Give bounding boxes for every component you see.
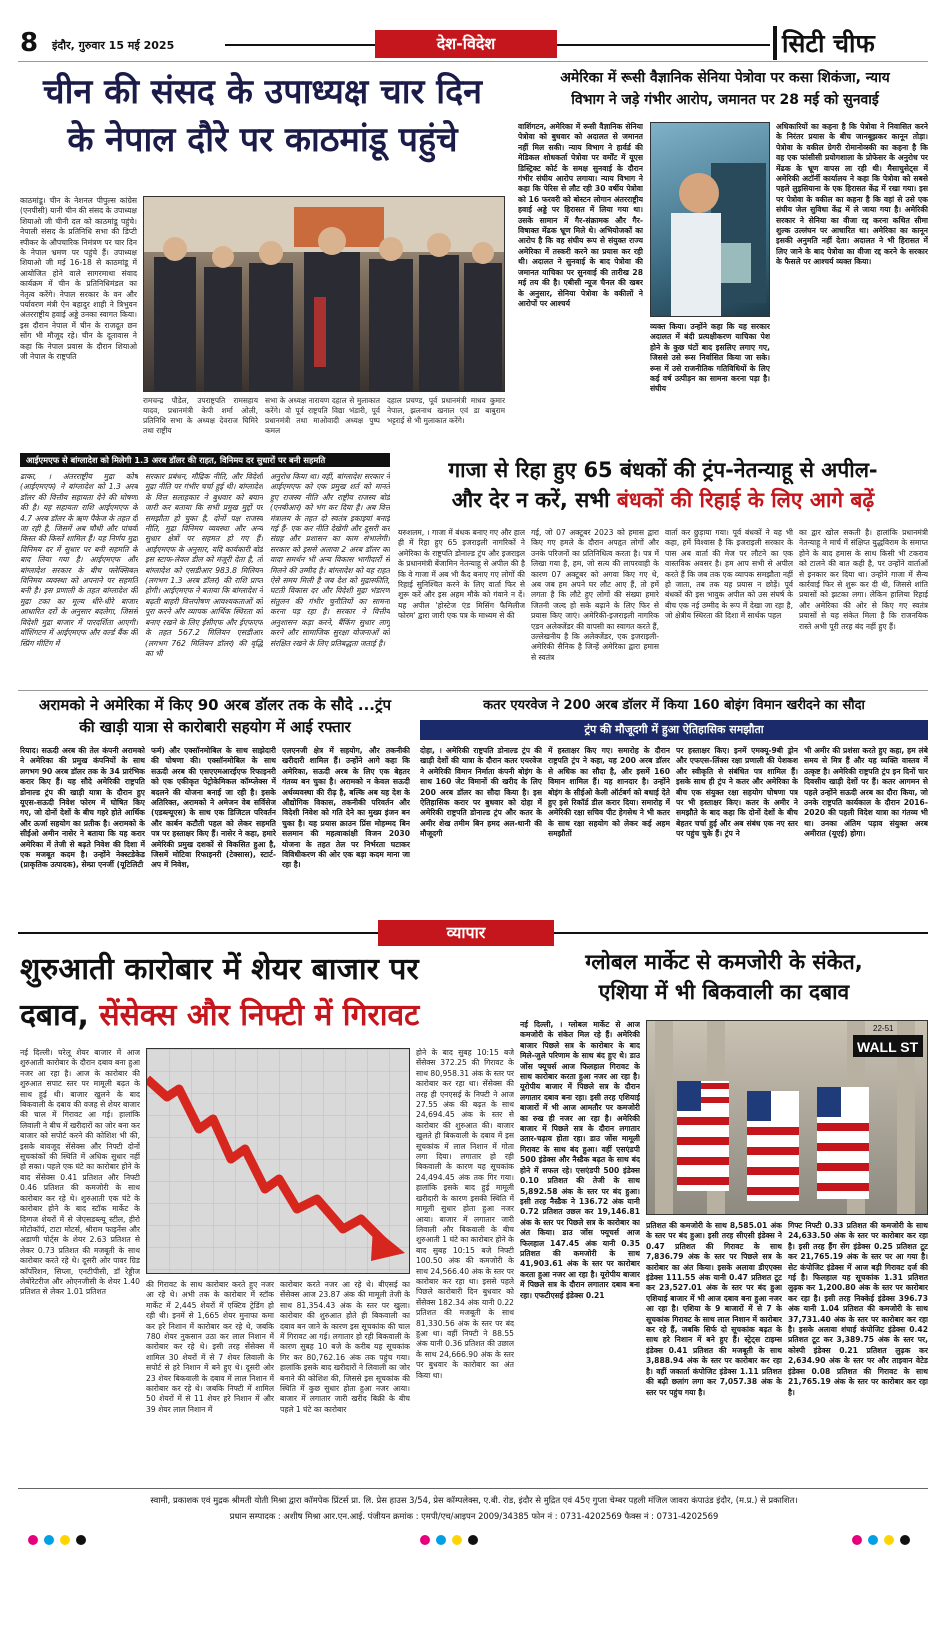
gaza-headline-2b: बंधकों की रिहाई के लिए आगे बढ़ें xyxy=(616,488,875,512)
aramco-col-1: रियाद। सऊदी अरब की तेल कंपनी अरामको ने अमेरिका की प्रमुख कंपनियों के साथ लगभग 90 अरब डॉलर तक के 34 प्रारंभिक करार किए हैं। यह सौदे अमेरिकी राष्ट्रपति डोनाल्ड ट्रंप की खाड़ी यात्रा के दौरान हुए यूएस-सऊदी निवेश फोरम में घोषित किए गए, जो दोनों देशों के बीच गहरे होते आर्थिक और ऊर्जा सहयोग का प्रतीक है। अरामको के सीईओ अमीन नासेर ने बताया कि यह करार अमेरिका में तेजी से बढ़ते निवेश की दिशा में एक मजबूत कदम है। उन्होंने नेक्स्टडेकेड (प्राकृतिक उत्पादक), सेम्प्रा एनर्जी (यूटिलिटी xyxy=(20,746,145,870)
sensex-headline-2b: सेंसेक्स और निफ्टी में गिरावट xyxy=(99,998,420,1033)
sensex-headline-1: शुरुआती कारोबार में शेयर बाजार पर xyxy=(20,952,419,987)
russian-headline-1: अमेरिका में रूसी वैज्ञानिक सेनिया पेत्रोवा पर कसा शिकंजा, न्याय xyxy=(560,70,890,86)
mid-divider-1 xyxy=(18,690,928,691)
global-headline-2: एशिया में भी बिकवाली का दबाव xyxy=(598,980,850,1004)
business-rule-right xyxy=(554,932,928,934)
gaza-col-2: गई, जो 07 अक्टूबर 2023 को हमास द्वारा किए गए हमले के दौरान अपहृत लोगों और उनके परिजनों का प्रतिनिधित्व करता है। पत्र में लिखा गया है, हम, जो सत्य की लापरवाही के कारण 07 अक्टूबर को अगवा किए गए थे, अब जब हम अपने घर लौट आए हैं, तो हमें लगता है कि लौटे हुए लोगों की संख्या हमारे जितनी जल्द हो सके बढ़ाने के लिए फिर से प्रयास किए जाएं। अमेरिकी-इजराइली नागरिक एडन अलेक्जेंडर की वापसी का स्वागत करते हैं, उल्लेखनीय है कि अलेक्जेंडर, एक इजराइली-अमेरिकी सैनिक है जिन्हें अमेरिका द्वारा हमास से स्वतंत्र xyxy=(531,528,659,662)
reg-dot xyxy=(452,1535,462,1545)
reg-dot xyxy=(76,1535,86,1545)
reg-dot xyxy=(868,1535,878,1545)
global-col-1: नई दिल्ली, । ग्लोबल मार्केट से आज कमजोरी के संकेत मिल रहे हैं। अमेरिकी बाजार पिछले सत्र के कारोबार के बाद मिले-जुले परिणाम के साथ बंद हुए थे। डाउ जोंस फ्यूचर्स आज फिलहाल गिरावट के साथ कारोबार करता हुआ नजर आ रहा है। यूरोपीय बाजार में पिछले सत्र के दौरान लगातार दबाव बना रहा। इसी तरह एशियाई बाजारों में भी आज आमतौर पर कमजोरी का रुख ही नजर आ रहा है। अमेरिकी बाजार में पिछले सत्र के दौरान लगातार उतार-चढ़ाव होता रहा। डाउ जोंस मामूली गिरावट के साथ बंद हुआ। वहीं एसएंडपी 500 इंडेक्स और नैस्डैक बढ़त के साथ बंद होने में सफल रहे। एसएंडपी 500 इंडेक्स 0.10 प्रतिशत की तेजी के साथ 5,892.58 अंक के स्तर पर बंद हुआ। इसी तरह नैस्डैक ने 136.72 अंक यानी 0.72 प्रतिशत उछल कर 19,146.81 अंक के स्तर पर पिछले सत्र के कारोबार का अंत किया। डाउ जोंस फ्यूचर्स आज फिलहाल 147.45 अंक यानी 0.35 प्रतिशत की कमजोरी के साथ 41,903.61 अंक के स्तर पर कारोबार करता हुआ नजर आ रहा है। यूरोपीय बाजार में पिछले सत्र के दौरान लगातार दबाव बना रहा। एफटीएसई इंडेक्स 0.21 xyxy=(520,1020,640,1300)
qatar-headline: कतर एयरवेज ने 200 अरब डॉलर में किया 160 बोइंग विमान खरीदने का सौदा xyxy=(483,698,865,713)
russian-col-2: व्यक्त किया। उन्होंने कहा कि यह सरकार अदालत में बंदी प्रत्यक्षीकरण याचिका पेश होने के कुछ घंटों बाद इसलिए लगाए गए, जिससे उसे रूस निर्वासित किया जा सके। रूस में उसे राजनीतिक गतिविधियों के लिए कई वर्ष उत्पीड़न का सामना करना पड़ा है। संघीय xyxy=(650,322,770,394)
nepal-caption-1: रामचन्द्र पौडेल, उपराष्ट्रपति रामसहाय यादव, प्रधानमंत्री केपी शर्मा ओली, प्रतिनिधि सभा के अध्यक्ष देवराज घिमिरे तथा राष्ट्रीय xyxy=(143,396,258,435)
imf-col-2: सरकार प्रबंधन, मौद्रिक नीति, और विदेशी मुद्रा नीति पर गंभीर चर्चा हुई थी। बांग्लादेश के वित्त सलाहकार ने बुधवार को बयान जारी कर बताया कि सभी प्रमुख मुद्दों पर समझौता हो चुका है, दोनों पक्ष राजस्व नीति, मुद्रा विनिमय व्यवस्था और अन्य सुधार क्षेत्रों पर सहमत हो गए हैं। आईएमएफ के अनुसार, यदि कार्यकारी बोर्ड इस स्टाफ-लेवल डील को मंजूरी देता है, तो बांग्लादेश को एसडीआर 983.8 मिलियन (लगभग 1.3 अरब डॉलर) की राशि प्राप्त होगी। आईएमएफ ने बताया कि बांग्लादेश ने बढ़ती बाहरी वित्तपोषण आवश्यकताओं को पूरा करने और व्यापक आर्थिक स्थिरता को बनाए रखने के लिए ईसीएफ और ईएफएफ के तहत 567.2 मिलियन एसडीआर (लगभग 762 मिलियन डॉलर) की वृद्धि का भी xyxy=(145,472,263,658)
qatar-col-2: में हस्ताक्षर किए गए। समारोह के दौरान राष्ट्रपति ट्रंप ने कहा, यह 200 अरब डॉलर से अधिक का सौदा है, और इसमें 160 विमान शामिल हैं। यह शानदार है। उन्होंने बोइंग के सीईओ केली ऑर्टबर्ग को बधाई देते हुए इसे रिकॉर्ड डील करार दिया। समारोह में अमेरिकी रक्षा सचिव पीट हेगसेथ ने भी कतर के साथ रक्षा सहयोग को लेकर कई अहम समझौतों xyxy=(548,746,670,839)
sensex-col-1: नई दिल्ली। घरेलू शेयर बाजार में आज शुरुआती कारोबार के दौरान दबाव बना हुआ नजर आ रहा है। आज के कारोबार की शुरुआत सपाट स्तर पर मामूली बढ़त के साथ हुई थी। बाजार खुलने के बाद बिकवाली के दबाव की वजह से शेयर बाजार की चाल में गिरावट आ गई। हालांकि लिवाली ने बीच में खरीदारों का जोर बना कर बाजार को सपोर्ट करने की कोशिश भी की, इसके बावजूद सेंसेक्स और निफ्टी दोनों सूचकांकों की स्थिति में अधिक सुधार नहीं हो सका। पहले एक घंटे का कारोबार होने के बाद सेंसेक्स 0.41 प्रतिशत और निफ्टी 0.46 प्रतिशत की कमजोरी के साथ कारोबार कर रहे थे। शुरुआती एक घंटे के कारोबार होने के बाद स्टॉक मार्केट के दिग्गज शेयरों में से जेएसडब्ल्यू स्टील, हीरो मोटोकॉर्प, टाटा मोटर्स, श्रीराम फाइनेंस और अडाणी पोर्ट्स के शेयर 2.63 प्रतिशत से लेकर 0.73 प्रतिशत की मजबूती के साथ कारोबार करते रहे थे। दूसरी ओर पावर ग्रिड कॉर्पोरेशन, सिप्ला, एनटीपीसी, डॉ रेड्डीज लेबोरेटरीज और ओएनजीसी के शेयर 1.40 प्रतिशत से लेकर 1.01 प्रतिशत xyxy=(20,1048,140,1297)
russian-photo-art xyxy=(651,123,770,317)
sensex-headline-2 xyxy=(20,998,510,1035)
gaza-col-3: वार्ता कर छुड़ाया गया। पूर्व बंधकों ने यह भी कहा, हमें विश्वास है कि इजराइली सरकार के पास अब वार्ता की मेज पर लौटने का एक वास्तविक अवसर है। हम आप सभी से अपील करते हैं कि जब तक एक व्यापक समझौता नहीं हो जाता, तब तक यह प्रयास न छोड़ें। पूर्व बंधकों की इस भावुक अपील को उस संघर्ष के बीच एक नई उम्मीद के रूप में देखा जा रहा है, जो क्षेत्रीय स्थिरता की दिशा में सार्थक पहल xyxy=(665,528,793,621)
registration-marks-left xyxy=(28,1535,86,1545)
nepal-caption-3: दहाल प्रचण्ड, पूर्व प्रधानमंत्री माधव कुमार नेपाल, झलनाथ खनाल एवं डा बाबुराम भट्टराई से भी मुलाकात करेंगे। xyxy=(387,396,505,425)
sensex-col-4: होने के बाद सुबह 10:15 बजे सेंसेक्स 372.25 की गिरावट के साथ 80,958.31 अंक के स्तर पर कारोबार कर रहा था। सेंसेक्स की तरह ही एनएसई के निफ्टी ने आज 27.55 अंक की बढ़त के साथ 24,694.45 अंक के स्तर से कारोबार की शुरुआत की। बाजार खुलते ही बिकवाली के दबाव में इस सूचकांक में लाल निशान में गोता लगा दिया। लगातार हो रही बिकवाली के कारण यह सूचकांक 24,494.45 अंक तक गिर गया। हालांकि इसके बाद हुई मामूली खरीदारी के कारण इसकी स्थिति में मामूली सुधार होता हुआ नजर आया। बाजार में लगातार जारी लिवाली और बिकवाली के बीच शुरुआती 1 घंटे का कारोबार होने के बाद सुबह 10:15 बजे निफ्टी 100.50 अंक की कमजोरी के साथ 24,566.40 अंक के स्तर पर कारोबार कर रहा था। इससे पहले पिछले कारोबारी दिन बुधवार को सेंसेक्स 182.34 अंक यानी 0.22 प्रतिशत की मजबूती के साथ 81,330.56 अंक के स्तर पर बंद हुआ था। वहीं निफ्टी ने 88.55 अंक यानी 0.36 प्रतिशत की उछाल के साथ 24,666.90 अंक के स्तर पर बुधवार के कारोबार का अंत किया था। xyxy=(416,1048,514,1380)
reg-dot xyxy=(420,1535,430,1545)
reg-dot xyxy=(468,1535,478,1545)
aramco-col-2: फर्म) और एक्सॉनमोबिल के साथ साझेदारी की घोषणा की। एक्सॉनमोबिल के साथ सऊदी अरब की एसएएमआरईएफ रिफाइनरी को एक एकीकृत पेट्रोकेमिकल कॉम्प्लेक्स में बदलने की योजना बनाई जा रही है। इसके अतिरिक्त, अरामको ने अमेजन वेब सर्विसेज (एडब्ल्यूएस) के साथ एक डिजिटल परिवर्तन और कार्बन कटौती पहल को लेकर सहमति पत्र पर हस्ताक्षर किए हैं। नासेर ने कहा, हमारे अमेरिकी प्रमुख दशकों से विकसित हुआ है, जिसमें मोटिवा रिफाइनरी (टेक्सास), स्टार्ट-अप में निवेश, xyxy=(151,746,276,870)
gaza-headline-2a: और देर न करें, सभी xyxy=(451,488,617,512)
reg-dot xyxy=(884,1535,894,1545)
gaza-headline-2 xyxy=(398,488,928,514)
global-headline-1: ग्लोबल मार्केट से कमजोरी के संकेत, xyxy=(585,950,863,974)
sensex-chart-photo xyxy=(146,1048,410,1274)
wallst-sign-text: WALL ST xyxy=(857,1039,919,1055)
registration-marks-mid xyxy=(420,1535,478,1545)
gaza-col-1: यरुशलम, । गाजा में बंधक बनाए गए और हाल ही में रिहा हुए 65 इजराइली नागरिकों ने अमेरिका के राष्ट्रपति डोनाल्ड ट्रंप और इजराइल के प्रधानमंत्री बेंजामिन नेतन्याहू से अपील की है कि वे गाजा में अब भी कैद बनाए गए लोगों की रिहाई सुनिश्चित करने के लिए वार्ता फिर से शुरू करें और इस अहम मौके को गंवाने न दें। यह अपील 'होस्टेज एंड मिसिंग फैमिलीज फोरम' द्वारा जारी एक पत्र के माध्यम से की xyxy=(398,528,525,621)
registration-marks-right xyxy=(852,1535,910,1545)
dateline: इंदौर, गुरुवार 15 मई 2025 xyxy=(52,39,175,52)
reg-dot xyxy=(900,1535,910,1545)
russian-headline-2: विभाग ने जड़े गंभीर आरोप, जमानत पर 28 मई को सुनवाई xyxy=(571,92,879,108)
wallst-sign-small: 22-51 xyxy=(873,1024,894,1033)
sensex-col-2: की गिरावट के साथ कारोबार करते हुए नजर आ रहे थे। अभी तक के कारोबार में स्टॉक मार्केट में 2,445 शेयरों में एक्टिव ट्रेडिंग हो रही थी। इनमें से 1,665 शेयर मुनाफा कमा कर हरे निशान में कारोबार कर रहे थे, जबकि 780 शेयर नुकसान उठा कर लाल निशान में कारोबार कर रहे थे। इसी तरह सेंसेक्स में शामिल 30 शेयरों में से 7 शेयर लिवाली के सपोर्ट से हरे निशान में बने हुए थे। दूसरी ओर 23 शेयर बिकवाली के दबाव में लाल निशान में कारोबार कर रहे थे। जबकि निफ्टी में शामिल 50 शेयरों में से 11 शेयर हरे निशान में और 39 शेयर लाल निशान में xyxy=(146,1280,274,1414)
nepal-headline-2: के नेपाल दौरे पर काठमांडू पहुंचे xyxy=(67,120,458,160)
nepal-photo-art xyxy=(144,197,505,392)
qatar-col-3: पर हस्ताक्षर किए। इनमें एमक्यू-9बी ड्रोन और एफएस-लिंक्स रक्षा प्रणाली की पेशकश और स्वीकृति से संबंधित पत्र शामिल हैं। इसके साथ ही ट्रंप ने कतर और अमेरिका के बीच एक संयुक्त रक्षा सहयोग घोषणा पत्र पर भी हस्ताक्षर किए। कतर के अमीर ने समझौते के बाद कहा कि दोनों देशों के बीच बेहतर चर्चा हुई और अब संबंध एक नए स्तर पर पहुंच चुके हैं। ट्रंप ने xyxy=(676,746,798,839)
russian-col-3: अधिकारियों का कहना है कि पेत्रोवा ने निवासित करने के निरंतर प्रयास के बीच जानबूझकर कानून तोड़ा। पेत्रोवा के वकील ग्रेगरी रोमानोव्स्की का कहना है कि वह एक फांसीसी प्रयोगशाला के प्रोफेसर के अनुरोध पर मेंढक के भ्रूण वापस ला रही थी। मैसाचुसेट्स में अमेरिकी अटॉर्नी कार्यालय ने कहा कि पेत्रोवा को सबसे पहले लुइसियाना के एक हिरासत केंद्र में रखा गया। इस पर पेत्रोवा के वकील का कहना है कि वहां से उसे एक संघीय जेल सुविधा केंद्र में ले जाया गया है। अमेरिकी सरकार ने सेनिया का वीजा रद्द करना कथित सीमा शुल्क उल्लंघन पर आधारित था। अमेरिका का कानून इसकी अनुमति नहीं देता। अदालत ने भी हिरासत में लिए जाने के बाद पेत्रोवा का वीजा रद्द करने के सरकार के फैसले पर आश्चर्य व्यक्त किया। xyxy=(776,122,928,267)
gaza-col-4: का द्वार खोल सकती है। हालांकि प्रधानमंत्री नेतन्याहू ने मार्च में संक्षिप्त युद्धविराम के समाप्त होने के बाद हमास के साथ किसी भी टकराव को टालने की बात कही है, पर उन्होंने वार्ताओं से इनकार कर दिया था। उन्होंने गाजा में सैन्य कार्रवाई फिर से शुरू कर दी थी, जिससे शांति प्रयासों को झटका लगा। लेकिन हालिया रिहाई और अमेरिका की ओर से किए गए स्वतंत्र प्रयासों से यह संकेत मिला है कि राजनयिक रास्ते अभी पूरी तरह बंद नहीं हुए हैं। xyxy=(799,528,928,631)
imf-banner: आईएमएफ से बांग्लादेश को मिलेगी 1.3 अरब डॉलर की राहत, विनिमय दर सुधारों पर बनी सहमति xyxy=(20,453,390,467)
russian-photo xyxy=(650,122,770,317)
qatar-col-1: दोहा, । अमेरिकी राष्ट्रपति डोनाल्ड ट्रंप की खाड़ी देशों की यात्रा के दौरान कतर एयरवेज ने अमेरिकी विमान निर्माता कंपनी बोइंग के साथ 160 जेट विमानों की खरीद के लिए 200 अरब डॉलर का सौदा किया है। इस ऐतिहासिक करार पर बुधवार को दोहा में अमेरिकी राष्ट्रपति डोनाल्ड ट्रंप और कतर के अमीर शेख तमीम बिन हमद अल-थानी की मौजूदगी xyxy=(420,746,542,839)
nepal-caption-2: सभा के अध्यक्ष नारायण दहाल से मुलाकात करेंगे। वो पूर्व राष्ट्रपति विद्या भंडारी, पूर्व प्रधानमंत्री तथा माओवादी अध्यक्ष पुष्प कमल xyxy=(265,396,380,435)
business-rule-left xyxy=(18,932,378,934)
qatar-subhead: ट्रंप की मौजूदगी में हुआ ऐतिहासिक समझौता xyxy=(420,720,928,740)
masthead-rule-left xyxy=(225,44,375,46)
sensex-col-3: कारोबार करते नजर आ रहे थे। बीएसई का सेंसेक्स आज 23.87 अंक की मामूली तेजी के साथ 81,354.43 अंक के स्तर पर खुला। कारोबार की शुरुआत होते ही बिकवाली का दबाव बन जाने के कारण इस सूचकांक की चाल में गिरावट आ गई। लगातार हो रही बिकवाली के कारण सुबह 10 बजे के करीब यह सूचकांक गिर कर 80,762.16 अंक तक पहुंच गया। हालांकि इसके बाद खरीदारों ने लिवाली का जोर बनाने की कोशिश की, जिससे इस सूचकांक की स्थिति में कुछ सुधार होता हुआ नजर आया। बाजार में लगातार जारी खरीद बिक्री के बीच पहले 1 घंटे का कारोबार xyxy=(280,1280,410,1414)
reg-dot xyxy=(44,1535,54,1545)
wallst-photo xyxy=(646,1020,928,1215)
nepal-photo xyxy=(143,196,505,392)
gaza-headline-1: गाजा से रिहा हुए 65 बंधकों की ट्रंप-नेतन्याहू से अपील- xyxy=(448,458,878,482)
masthead-underline xyxy=(18,61,928,62)
aramco-col-3: एलएनजी क्षेत्र में सहयोग, और तकनीकी खरीदारी शामिल हैं। उन्होंने आगे कहा कि अमेरिका, सऊदी अरब के लिए एक बेहतर गंतव्य बन चुका है। अरामको न केवल सऊदी अर्थव्यवस्था की रीढ़ है, बल्कि अब यह देश के औद्योगिक विकास, तकनीकी परिवर्तन और विदेशी निवेश को गति देने का मुख्य इंजन बन चुका है। यह प्रयास क्राउन प्रिंस मोहम्मद बिन सलमान की महत्वाकांक्षी विजन 2030 योजना के तहत तेल पर निर्भरता घटाकर विविधीकरण की ओर एक बड़ा कदम माना जा रहा है। xyxy=(282,746,410,870)
footer-rule xyxy=(18,1488,928,1489)
business-section-label: व्यापार xyxy=(378,920,554,946)
sensex-headline-2a: दबाव, xyxy=(20,998,100,1033)
masthead-rule-right xyxy=(557,44,770,46)
paper-name: सिटी चीफ xyxy=(773,26,875,60)
reg-dot xyxy=(852,1535,862,1545)
global-col-2: प्रतिशत की कमजोरी के साथ 8,585.01 अंक के स्तर पर बंद हुआ। इसी तरह सीएसी इंडेक्स ने 0.47 प्रतिशत की गिरावट के साथ 7,836.79 अंक के स्तर पर पिछले सत्र के कारोबार का अंत किया। इसके अलावा डीएएक्स इंडेक्स 111.55 अंक यानी 0.47 प्रतिशत टूट कर 23,527.01 अंक के स्तर पर बंद हुआ एशियाई बाजार में भी आज दबाव बना हुआ नजर आ रहा है। एशिया के 9 बाजारों में से 7 के सूचकांक गिरावट के साथ लाल निशान में कारोबार कर रहे हैं, जबकि सिर्फ दो सूचकांक बढ़त के साथ हरे निशान में बने हुए हैं। स्ट्रेट्स टाइम्स इंडेक्स 0.41 प्रतिशत की मजबूती के साथ 3,888.94 अंक के स्तर पर कारोबार कर रहा है। वहीं जकार्ता कंपोजिट इंडेक्स 1.11 प्रतिशत की बढ़ी छलांग लगा कर 7,057.38 अंक के स्तर पर पहुंच गया है। xyxy=(646,1221,782,1397)
footer-line-1: स्वामी, प्रकाशक एवं मुद्रक श्रीमती योती मिश्रा द्वारा कॉमपेक प्रिंटर्स प्रा. लि. प्रेस हाउस 3/54, प्रेस कॉम्पलेक्स, ए.बी. रोड, इंदौर से मुद्रित एवं 45ए गुप्ता चेम्बर पहली मंजिल जावरा कंपाउंड इंदौर, (म.प्र.) से प्रकाशित। xyxy=(150,1495,798,1505)
wallst-photo-art xyxy=(647,1021,928,1215)
reg-dot xyxy=(60,1535,70,1545)
reg-dot xyxy=(436,1535,446,1545)
global-col-3: गिफ्ट निफ्टी 0.33 प्रतिशत की कमजोरी के साथ 24,633.50 अंक के स्तर पर कारोबार कर रहा है। इसी तरह हैंग सेंग इंडेक्स 0.25 प्रतिशत टूट कर 21,765.19 अंक के स्तर पर आ गया है। सेट कंपोजिट इंडेक्स में आज बड़ी गिरावट दर्ज की गई है। फिलहाल यह सूचकांक 1.31 प्रतिशत लुढ़क कर 1,200.80 अंक के स्तर पर कारोबार कर रहा है। इसी तरह निक्केई इंडेक्स 396.73 अंक यानी 1.04 प्रतिशत की कमजोरी के साथ 37,731.40 अंक के स्तर पर कारोबार कर रहा है। इसके अलावा शंघाई कंपोजिट इंडेक्स 0.42 प्रतिशत टूट कर 3,389.75 अंक के स्तर पर, कोस्पी इंडेक्स 0.21 प्रतिशत लुढ़क कर 2,634.90 अंक के स्तर पर और ताइवान वेटेड इंडेक्स 0.08 प्रतिशत की गिरावट के साथ 21,765.19 अंक के स्तर पर कारोबार कर रहा है। xyxy=(788,1221,928,1397)
aramco-headline-1: अरामको ने अमेरिका में किए 90 अरब डॉलर तक के सौदे ...ट्रंप xyxy=(38,696,392,714)
imf-col-3: अनुरोध किया था। वहीं, बांग्लादेश सरकार ने आईएमएफ को एक प्रमुख शर्त को मानते हुए राजस्व नीति और राष्ट्रीय राजस्व बोर्ड (एनबीआर) को भंग कर दिया है। अब वित्त मंत्रालय के तहत दो स्वतंत्र इकाइयां बनाई गई हैं- एक कर नीति देखेगी और दूसरी कर संग्रह और प्रशासन का काम संभालेगी। सरकार को इससे अलावा 2 अरब डॉलर का वादा समर्थन भी अन्य विकास भागीदारों से मिलने की उम्मीद है। बांग्लादेश को यह राहत ऐसे समय मिली है जब देश को मुद्रास्फीति, घटती विकास दर और विदेशी मुद्रा भंडारण संतुलन की गंभीर चुनौतियों का सामना करना पड़ रहा है। सरकार ने वित्तीय अनुशासन कड़ा करने, बैंकिंग सुधार लागू करने और सामाजिक सुरक्षा योजनाओं को संरक्षित रखने के लिए प्रतिबद्धता जताई है। xyxy=(270,472,390,648)
aramco-headline-2: की खाड़ी यात्रा से कारोबारी सहयोग में आई रफ्तार xyxy=(79,718,351,736)
page-number: 8 xyxy=(20,28,39,58)
nepal-body: काठमांडू। चीन के नेशनल पीपुल्स कांग्रेस (एनपीसी) यानी चीन की संसद के उपाध्यक्ष शियाओ जी चीनी दल को काठमांडू पहुंचे। नेपाली संसद के प्रतिनिधि सभा की डिप्टी स्पीकर के औपचारिक निमंत्रण पर चार दिन के नेपाल भ्रमण पर पहुंचे हैं। उपाध्यक्ष शियाओ जी मई 16-18 से काठमांडू में आयोजित होने वाले सागरमाथा संवाद कार्यक्रम में चीन के प्रतिनिधिमंडल का नेतृत्व करेंगे। नेपाल सरकार के वन और पर्यावरण मंत्री ऐन बहादुर शाही ने त्रिभुवन अंतरराष्ट्रीय हवाई अड्डे उनका स्वागत किया। इस दौरान नेपाल में चीन के राजदूत छन सोंग भी मौजूद रहे। चीन के दूतावास ने कहा कि नेपाल प्रवास के दौरान शियाओ जी नेपाल के राष्ट्रपति xyxy=(20,196,137,362)
qatar-col-4: भी अमीर की प्रशंसा करते हुए कहा, हम लंबे समय से मित्र हैं और यह व्यक्ति वास्तव में उत्कृष्ट है। अमेरिकी राष्ट्रपति ट्रंप इन दिनों चार दिवसीय खाड़ी देशों पर हैं। कतर आगमन से पहले उन्होंने सऊदी अरब का दौरा किया, जो उनके राष्ट्रपति कार्यकाल के दौरान 2016-2020 की पहली विदेश यात्रा का गंतव्य भी था। उनका अंतिम पड़ाव संयुक्त अरब अमीरात (यूएई) होगा। xyxy=(804,746,928,839)
imf-col-1: ढाका, । अंतरराष्ट्रीय मुद्रा कोष (आईएमएफ) ने बांग्लादेश को 1.3 अरब डॉलर की वित्तीय सहायता देने की घोषणा की है। यह सहायता राशि आईएमएफ के 4.7 अरब डॉलर के ऋण पैकेज के तहत दी जा रही है, जिसमें अब चौथी और पांचवीं किस्त की किस्तें शामिल हैं। यह निर्णय मुद्रा विनिमय दर में सुधार पर बनी सहमति के बाद लिया गया है। आईएमएफ और बांग्लादेश सरकार के बीच फ्लेक्सिबल विनिमय व्यवस्था को अपनाने पर सहमति बनी है। इस प्रणाली के तहत बांग्लादेश की मुद्रा टका का मूल्य धीरे-धीरे बाजार आधारित दरों के अनुसार बदलेगा, जिससे विदेशी मुद्रा बाजार में पारदर्शिता आएगी। वॉशिंगटन में आईएमएफ और वर्ल्ड बैंक की स्प्रिंग मीटिंग में xyxy=(20,472,138,648)
reg-dot xyxy=(28,1535,38,1545)
nepal-headline-1: चीन की संसद के उपाध्यक्ष चार दिन xyxy=(42,72,482,112)
section-label: देश-विदेश xyxy=(375,30,557,58)
russian-col-1: वाशिंगटन, अमेरिका में रूसी वैज्ञानिक सेनिया पेत्रोवा को बुधवार को अदालत से जमानत नहीं मिल सकी। न्याय विभाग ने हार्वर्ड की मेडिकल शोधकर्ता पेत्रोवा पर वर्मोंट में यूएस डिस्ट्रिक्ट कोर्ट के समक्ष सुनवाई के दौरान गंभीर संघीय आरोप लगाया। न्याय विभाग ने कहा कि पेरिस से लौट रही 30 वर्षीय पेत्रोवा को 16 फरवरी को बोस्टन लोगान अंतरराष्ट्रीय हवाई अड्डे पर हिरासत में लिया गया था। उसके सामान में गैर-संक्रामक और गैर-विषाक्त मेंढक भ्रूण मिले थे। अभियोजकों का आरोप है कि वह संघीय रूप से संयुक्त राज्य अमेरिका में तस्करी करने का प्रयास कर रही थी। अदालत ने सुनवाई के बाद पेत्रोवा की जमानत याचिका पर सुनवाई की तारीख 28 मई तय की है। एबीसी न्यूज चैनल की खबर के अनुसार, सेनिया पेत्रोवा के वकीलों ने आरोपों पर आश्चर्य xyxy=(518,122,643,308)
sensex-chart-art xyxy=(147,1049,410,1274)
footer-line-2: प्रधान सम्पादक : अशीष मिश्रा आर.एन.आई. पंजीयन क्रमांक : एमपी/एच/आइपन 2009/34385 फोन नं : 0731-4202569 फैक्स नं : 0731-4202569 xyxy=(229,1511,719,1521)
